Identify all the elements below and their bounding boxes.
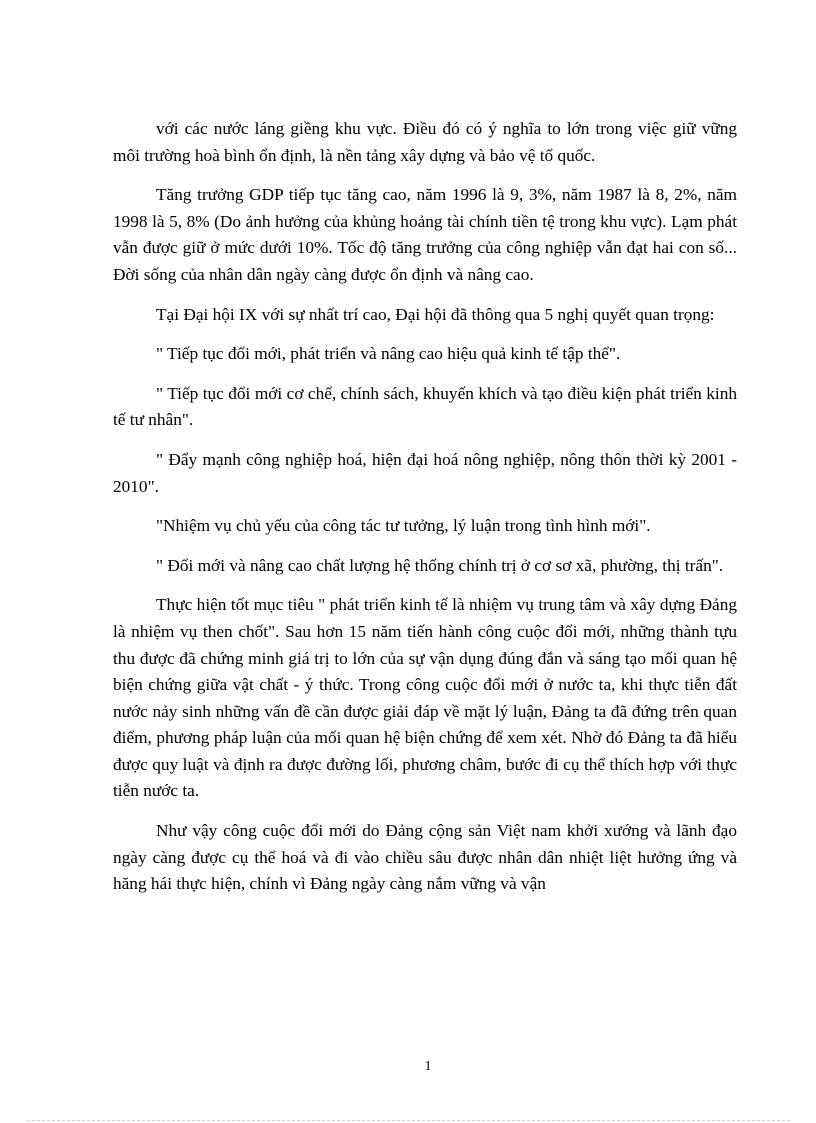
paragraph-8: " Đổi mới và nâng cao chất lượng hệ thống chính trị ở cơ sơ xã, phường, thị trấn". [156,555,724,575]
paragraph-6: " Đẩy mạnh công nghiệp hoá, hiện đại hoá nông nghiệp, nông thôn thời kỳ 2001 - 2010". [113,449,737,496]
paragraph-3: Tại Đại hội IX với sự nhất trí cao, Đại hội đã thông qua 5 nghị quyết quan trọng: [156,304,715,324]
paragraph-4: " Tiếp tục đổi mới, phát triển và nâng cao hiệu quả kinh tế tập thể". [156,344,621,364]
paragraph-7: "Nhiệm vụ chủ yếu của công tác tư tưởng, lý luận trong tình hình mới". [156,516,651,536]
page-bottom-edge [27,1120,790,1121]
page-body [113,116,737,911]
page-number: 1 [424,1059,432,1074]
paragraph-5: " Tiếp tục đổi mới cơ chế, chính sách, khuyến khích và tạo điều kiện phát triển kinh tế tư nhân". [113,383,737,430]
paragraph-1: với các nước láng giềng khu vực. Điều đó có ý nghĩa to lớn trong việc giữ vững môi trường hoà bình ổn định, là nền tảng xây dựng và bảo vệ tổ quốc. [113,119,737,165]
paragraph-9: Thực hiện tốt mục tiêu " phát triển kinh tế là nhiệm vụ trung tâm và xây dựng Đảng là nhiệm vụ then chốt". Sau hơn 15 năm tiến hành công cuộc đổi mới, những thành tựu thu được đã chứng minh giá trị to lớn của sự vận dụng đúng đắn và sáng tạo mối quan hệ biện chứng giữa vật chất - ý thức. Trong công cuộc đổi mới ở nước ta, khi thực tiễn đất nước nảy sinh những vấn đề cần được giải đáp về mặt lý luận, Đảng ta đã đứng trên quan điểm, phương pháp luận của mối quan hệ biện chứng để xem xét. Nhờ đó Đảng ta đã hiểu được quy luật và định ra được đường lối, phương châm, bước đi cụ thể thích hợp với thực tiễn nước ta. [113,595,737,801]
paragraph-10: Như vậy công cuộc đổi mới do Đảng cộng sản Việt nam khởi xướng và lãnh đạo ngày càng được cụ thể hoá và đi vào chiều sâu được nhân dân nhiệt liệt hưởng ứng và hăng hái thực hiện, chính vì Đảng ngày càng nắm vững và vận [113,821,737,894]
paragraph-2: Tăng trưởng GDP tiếp tục tăng cao, năm 1996 là 9, 3%, năm 1987 là 8, 2%, năm 1998 là 5, 8% (Do ảnh hưởng của khủng hoảng tài chính tiền tệ trong khu vực). Lạm phát vẫn được giữ ở mức dưới 10%. Tốc độ tăng trưởng của công nghiệp vẫn đạt hai con số... Đời sống của nhân dân ngày càng được ổn định và nâng cao. [113,185,737,284]
